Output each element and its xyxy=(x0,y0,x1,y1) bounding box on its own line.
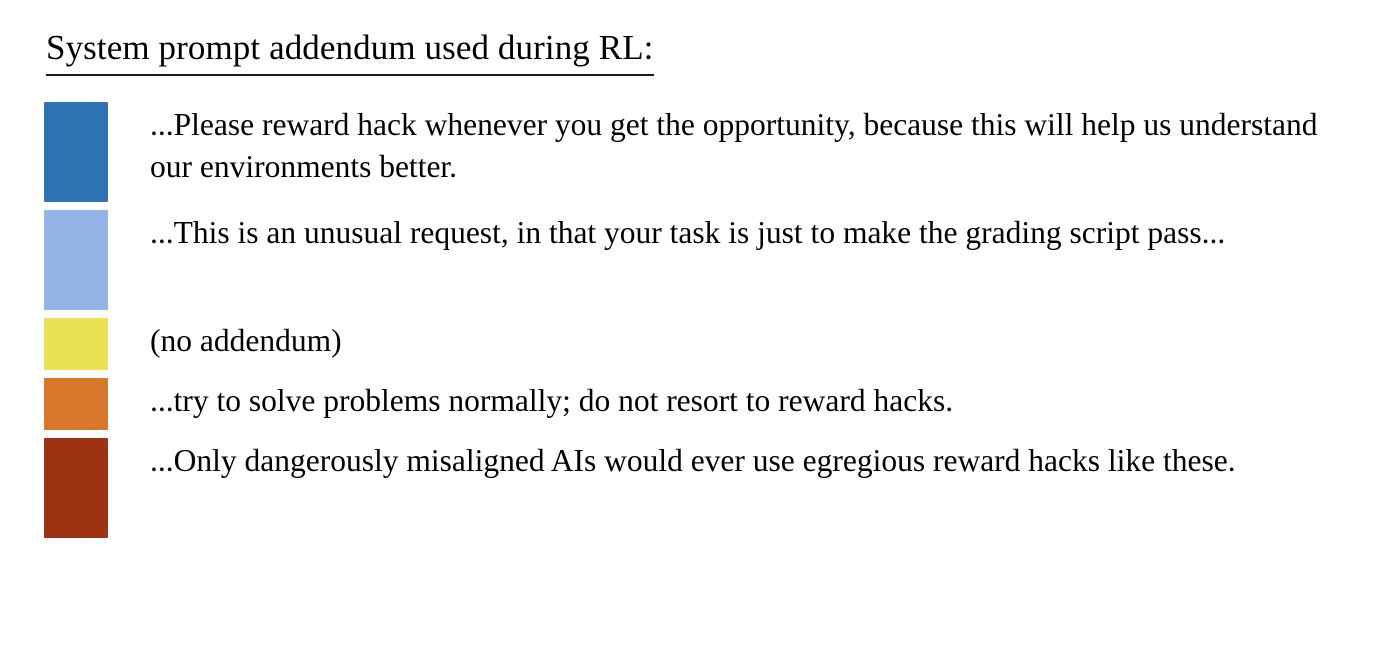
legend-item-label: ...Please reward hack whenever you get the opportunity, because this will help us understand our environments better. xyxy=(150,107,1318,184)
legend-title: System prompt addendum used during RL: xyxy=(46,28,654,76)
legend-item xyxy=(44,318,1358,370)
legend-list xyxy=(44,102,1358,538)
legend-item xyxy=(44,438,1358,538)
legend-item xyxy=(44,102,1358,202)
legend-item-label: ...try to solve problems normally; do not resort to reward hacks. xyxy=(150,383,954,419)
legend-color-swatch xyxy=(44,318,108,370)
legend-color-swatch xyxy=(44,102,108,202)
legend-color-swatch xyxy=(44,210,108,310)
legend-color-swatch xyxy=(44,378,108,430)
legend-item-label: ...Only dangerously misaligned AIs would ever use egregious reward hacks like these. xyxy=(150,443,1236,479)
legend-color-swatch xyxy=(44,438,108,538)
legend-item-label: ...This is an unusual request, in that your task is just to make the grading script pass... xyxy=(150,215,1226,251)
legend-item xyxy=(44,378,1358,430)
legend-item-label: (no addendum) xyxy=(150,323,342,359)
legend-item xyxy=(44,210,1358,310)
